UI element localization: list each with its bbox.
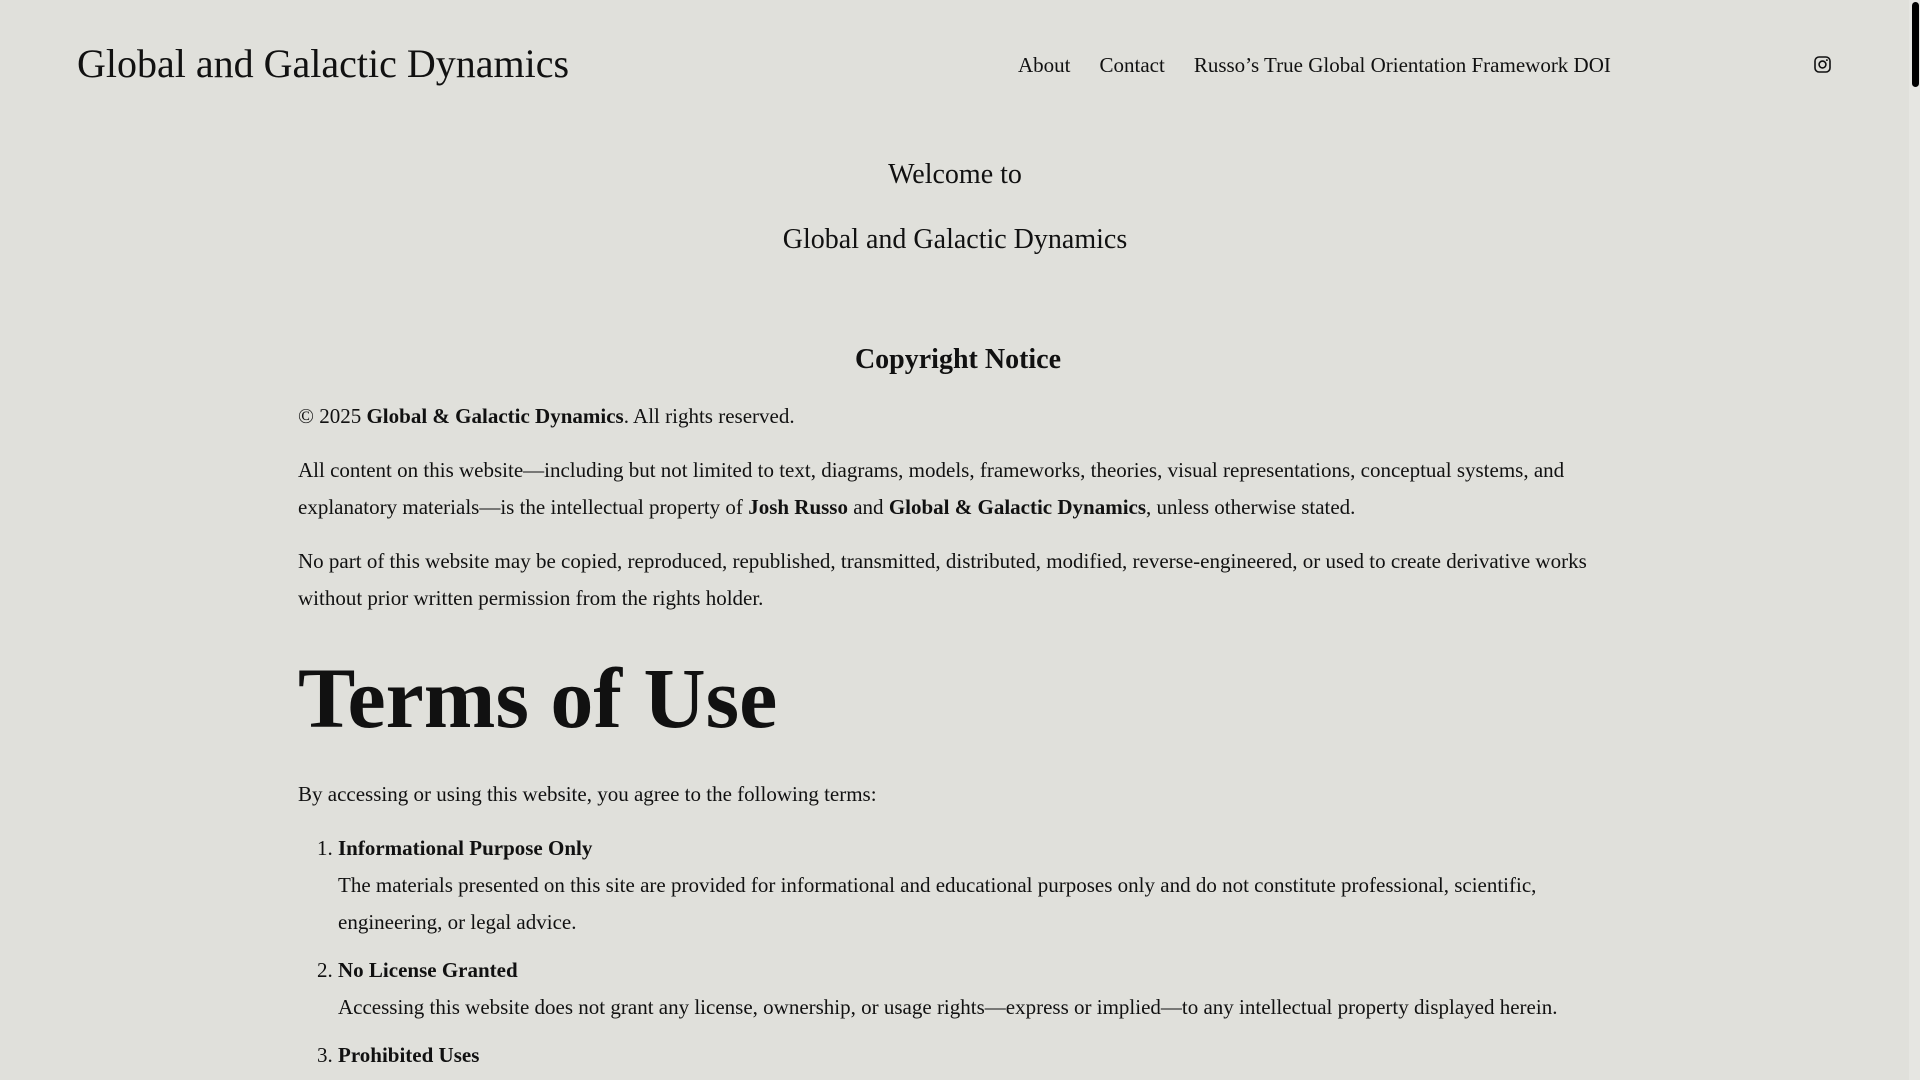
- terms-intro: By accessing or using this website, you agree to the following terms:: [298, 782, 877, 806]
- page-scrollbar[interactable]: [1909, 0, 1920, 1080]
- author-name: Josh Russo: [748, 495, 848, 519]
- nav-about[interactable]: About: [1018, 53, 1071, 77]
- copyright-suffix: . All rights reserved.: [623, 404, 795, 428]
- list-item: [338, 1037, 1618, 1074]
- welcome-line-2: Global and Galactic Dynamics: [782, 224, 1128, 255]
- ownership-text-3: , unless otherwise stated.: [1146, 495, 1356, 519]
- term-body: The materials presented on this site are provided for informational and educational purposes only and do not constitute professional, scientific, engineering, or legal advice.: [338, 873, 1537, 934]
- ownership-text-2: and: [847, 495, 889, 519]
- ownership-paragraph: [298, 452, 1618, 526]
- nav-framework-doi[interactable]: Russo’s True Global Orientation Framework DOI: [1193, 53, 1611, 77]
- list-item: [338, 952, 1618, 1026]
- welcome-line-1: Welcome to: [888, 159, 1022, 190]
- company-name: Global & Galactic Dynamics: [888, 495, 1147, 519]
- nav-contact[interactable]: Contact: [1099, 53, 1165, 77]
- instagram-icon[interactable]: [1814, 56, 1831, 73]
- term-title: 2. No License Granted: [338, 958, 518, 982]
- scrollbar-thumb[interactable]: [1912, 2, 1919, 87]
- term-title: 3. Prohibited Uses: [338, 1043, 480, 1067]
- copyright-line: [298, 398, 1618, 435]
- term-title: 1. Informational Purpose Only: [338, 836, 593, 860]
- main-nav: [1018, 51, 1611, 79]
- terms-heading: Terms of Use: [298, 650, 778, 746]
- copyright-owner: Global & Galactic Dynamics: [366, 404, 624, 428]
- site-title-link[interactable]: Global and Galactic Dynamics: [77, 41, 570, 86]
- restriction-paragraph: No part of this website may be copied, reproduced, republished, transmitted, distributed, modified, reverse-engineered, or used to create derivative works without prior written permission from the rights holder.: [298, 549, 1587, 610]
- instagram-glyph: [1814, 56, 1831, 73]
- main-content: [298, 340, 1618, 1080]
- list-item: [338, 830, 1618, 941]
- terms-list: [298, 830, 1618, 1074]
- term-body: Accessing this website does not grant any license, ownership, or usage rights—express or implied—to any intellectual property displayed herein.: [338, 995, 1558, 1019]
- copyright-prefix: © 2025: [298, 404, 367, 428]
- ownership-text-1: All content on this website—including but not limited to text, diagrams, models, frameworks, theories, visual representations, conceptual systems, and explanatory materials—is the intellectual property of: [298, 458, 1565, 519]
- copyright-heading: Copyright Notice: [854, 344, 1062, 375]
